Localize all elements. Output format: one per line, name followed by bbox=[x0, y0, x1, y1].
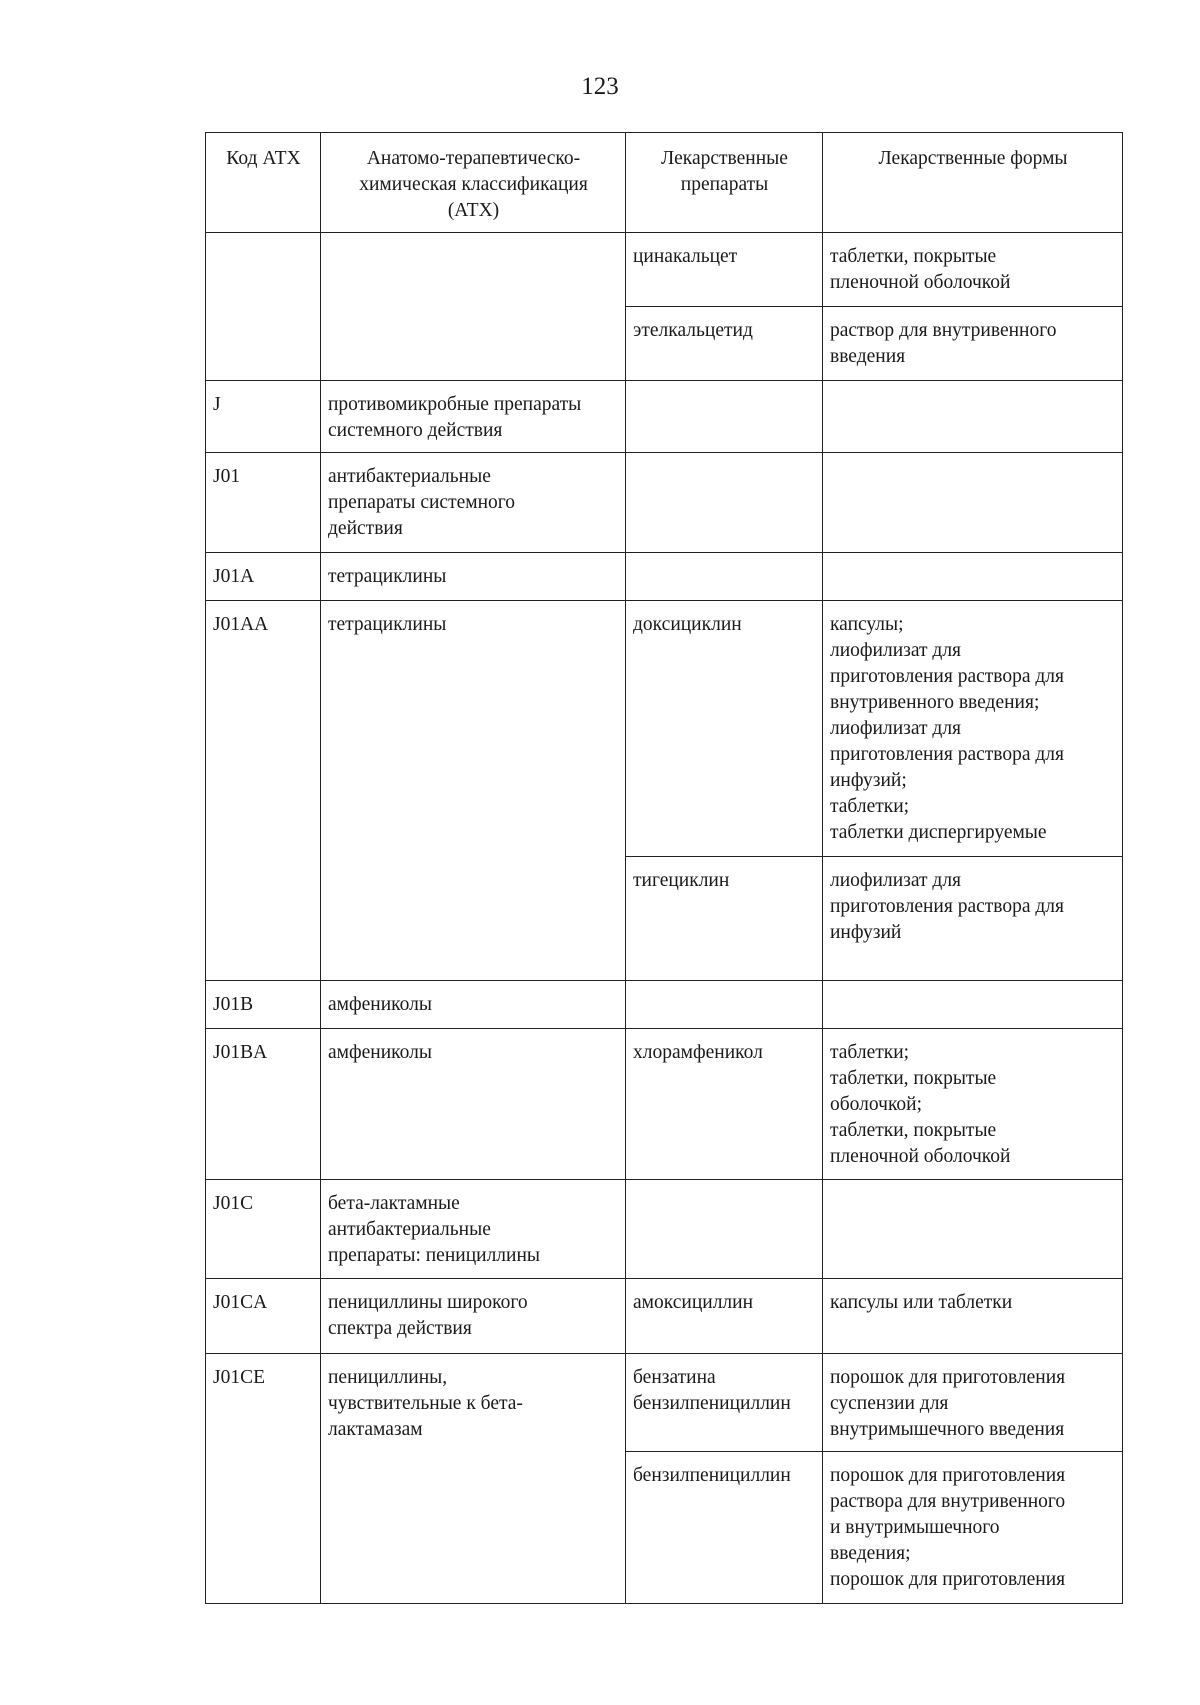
code-cell: J01 bbox=[206, 453, 321, 553]
page-number: 123 bbox=[581, 73, 619, 100]
form-cell: таблетки; таблетки, покрытые оболочкой; таблетки, покрытые пленочной оболочкой bbox=[823, 1029, 1123, 1180]
code-cell: J01BA bbox=[206, 1029, 321, 1180]
form-cell: таблетки, покрытые пленочной оболочкой bbox=[823, 233, 1123, 307]
drug-cell bbox=[626, 553, 823, 601]
drug-cell: бензатина бензилпенициллин bbox=[626, 1354, 823, 1452]
drug-cell: доксициклин bbox=[626, 601, 823, 857]
drug-cell bbox=[626, 1180, 823, 1279]
table-row bbox=[206, 981, 1123, 1029]
table-header-row bbox=[206, 133, 1123, 233]
drug-cell: хлорамфеникол bbox=[626, 1029, 823, 1180]
code-cell: J01CE bbox=[206, 1354, 321, 1604]
code-cell: J01CA bbox=[206, 1279, 321, 1354]
code-cell: J bbox=[206, 381, 321, 453]
form-cell: порошок для приготовления суспензии для внутримышечного введения bbox=[823, 1354, 1123, 1452]
form-cell: капсулы или таблетки bbox=[823, 1279, 1123, 1354]
header-code: Код АТХ bbox=[206, 133, 321, 233]
drug-cell bbox=[626, 381, 823, 453]
classification-cell: тетрациклины bbox=[321, 601, 626, 981]
classification-cell bbox=[321, 233, 626, 381]
header-classification: Анатомо-терапевтическо- химическая классификация (АТХ) bbox=[321, 133, 626, 233]
drug-cell: тигециклин bbox=[626, 857, 823, 981]
table-row bbox=[206, 1029, 1123, 1180]
classification-cell: антибактериальные препараты системного действия bbox=[321, 453, 626, 553]
classification-cell: амфениколы bbox=[321, 981, 626, 1029]
table-row bbox=[206, 381, 1123, 453]
header-forms: Лекарственные формы bbox=[823, 133, 1123, 233]
drug-cell bbox=[626, 981, 823, 1029]
table-row bbox=[206, 1279, 1123, 1354]
code-cell: J01AA bbox=[206, 601, 321, 981]
classification-cell: тетрациклины bbox=[321, 553, 626, 601]
header-drugs: Лекарственные препараты bbox=[626, 133, 823, 233]
code-cell: J01C bbox=[206, 1180, 321, 1279]
drug-cell bbox=[626, 453, 823, 553]
form-cell bbox=[823, 1180, 1123, 1279]
form-cell: лиофилизат для приготовления раствора для инфузий bbox=[823, 857, 1123, 981]
form-cell bbox=[823, 553, 1123, 601]
classification-cell: пенициллины, чувствительные к бета- лактамазам bbox=[321, 1354, 626, 1604]
table-row bbox=[206, 453, 1123, 553]
drug-cell: этелкальцетид bbox=[626, 307, 823, 381]
table-row bbox=[206, 1180, 1123, 1279]
form-cell: раствор для внутривенного введения bbox=[823, 307, 1123, 381]
classification-cell: пенициллины широкого спектра действия bbox=[321, 1279, 626, 1354]
drug-cell: цинакальцет bbox=[626, 233, 823, 307]
drug-cell: амоксициллин bbox=[626, 1279, 823, 1354]
form-cell bbox=[823, 381, 1123, 453]
table-row bbox=[206, 233, 1123, 307]
classification-cell: противомикробные препараты системного действия bbox=[321, 381, 626, 453]
table-row bbox=[206, 601, 1123, 857]
drug-cell: бензилпенициллин bbox=[626, 1452, 823, 1604]
form-cell: порошок для приготовления раствора для внутривенного и внутримышечного введения; порошок для приготовления bbox=[823, 1452, 1123, 1604]
form-cell bbox=[823, 453, 1123, 553]
classification-cell: бета-лактамные антибактериальные препараты: пенициллины bbox=[321, 1180, 626, 1279]
classification-cell: амфениколы bbox=[321, 1029, 626, 1180]
code-cell: J01B bbox=[206, 981, 321, 1029]
code-cell: J01A bbox=[206, 553, 321, 601]
table-row bbox=[206, 553, 1123, 601]
atx-drug-table bbox=[205, 132, 1123, 1604]
form-cell: капсулы; лиофилизат для приготовления раствора для внутривенного введения; лиофилизат для приготовления раствора для инфузий; таблетки; таблетки диспергируемые bbox=[823, 601, 1123, 857]
form-cell bbox=[823, 981, 1123, 1029]
table-row bbox=[206, 1354, 1123, 1452]
code-cell bbox=[206, 233, 321, 381]
